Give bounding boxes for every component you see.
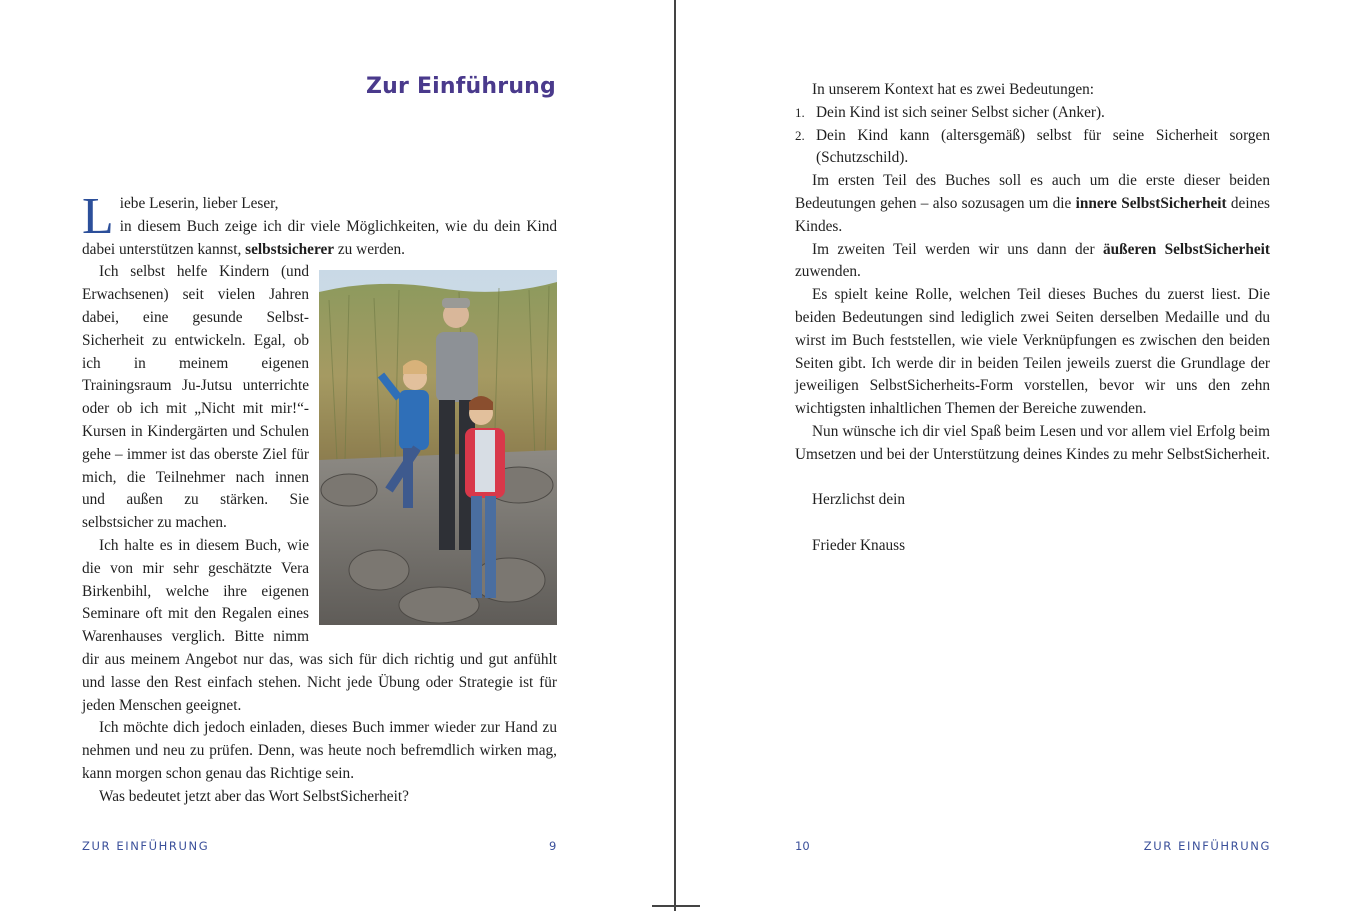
bold-term: selbstsicherer xyxy=(245,240,335,258)
page-gutter-divider xyxy=(674,0,676,911)
family-photo xyxy=(319,270,557,625)
body-paragraph: Ich halte es in diesem Buch, wie die von mir sehr geschätzte Vera Birkenbihl, welche ihre eigenen Seminare oft mit den Regalen eines Warenhauses verglich. Bitte nimm dir aus meinem Angebot nur das, was sich für dich richtig und gut anfühlt und lasse den Rest einfach stehen. Nicht jede Übung oder Strategie ist für jeden Menschen geeignet. xyxy=(82,536,557,714)
greeting: Herzlichst dein xyxy=(812,491,906,509)
page-number: 10 xyxy=(795,839,810,853)
running-footer-label: ZUR EINFÜHRUNG xyxy=(82,839,210,853)
left-page xyxy=(0,0,674,911)
body-paragraph: Ich selbst helfe Kindern (und Erwachsenen) seit vielen Jahren dabei, eine gesunde Selbst-Sicherheit zu entwickeln. Egal, ob ich in meinem eigenen Trainingsraum Ju-Jutsu unterrichte oder ob ich mit „Nicht mit mir!“-Kursen in Kindergärten und Schulen gehe – immer ist das oberste Ziel für mich, die Teilnehmer nach innen und außen zu stärken. Sie selbstsicher zu machen. xyxy=(82,263,309,532)
list-item: 2. Dein Kind kann (altersgemäß) selbst für seine Sicherheit sorgen (Schutzschild). xyxy=(795,126,1270,167)
bold-term: innere SelbstSicherheit xyxy=(1075,194,1227,212)
page-number: 9 xyxy=(549,839,557,853)
left-body-text xyxy=(82,188,557,809)
chapter-title: Zur Einführung xyxy=(366,74,556,99)
body-paragraph: Im ersten Teil des Buches soll es auch um die erste dieser beiden Bedeutungen gehen – also sozusagen um die innere SelbstSicherheit deines Kindes. xyxy=(795,172,1270,235)
body-paragraph: Im zweiten Teil werden wir uns dann der äußeren SelbstSicherheit zuwenden. xyxy=(795,240,1270,281)
salutation: iebe Leserin, lieber Leser, xyxy=(119,195,279,212)
meaning-list xyxy=(795,102,1270,170)
list-item: 1. Dein Kind ist sich seiner Selbst sicher (Anker). xyxy=(795,103,1105,121)
family-photo-image xyxy=(319,270,557,625)
running-footer-label: ZUR EINFÜHRUNG xyxy=(1143,839,1271,853)
body-paragraph: Ich möchte dich jedoch einladen, dieses Buch immer wieder zur Hand zu nehmen und neu zu prüfen. Denn, was heute noch befremdlich wirken mag, kann morgen schon genau das Richtige sein. xyxy=(82,719,557,782)
body-paragraph: Es spielt keine Rolle, welchen Teil dieses Buches du zuerst liest. Die beiden Bedeutungen sind lediglich zwei Seiten derselben Medaille und du wirst im Buch feststellen, wie viele Verknüpfungen es zwischen den beiden Seiten gibt. Ich werde dir in beiden Teilen jeweils zuerst die Grundlage der jeweiligen SelbstSicherheits-Form vorstellen, bevor wir uns den zehn wichtigsten inhaltlichen Themen der Bereiche zuwenden. xyxy=(795,286,1270,418)
signature: Frieder Knauss xyxy=(812,536,906,554)
bold-term: äußeren SelbstSicherheit xyxy=(1102,240,1270,258)
intro-line: In unserem Kontext hat es zwei Bedeutungen: xyxy=(812,81,1095,98)
body-paragraph: Nun wünsche ich dir viel Spaß beim Lesen und vor allem viel Erfolg beim Umsetzen und bei der Unterstützung deines Kindes zu mehr SelbstSicherheit. xyxy=(795,422,1270,463)
opening-paragraph: Liebe Leserin, lieber Leser, in diesem Buch zeige ich dir viele Möglichkeiten, wie du dein Kind dabei unterstützen kannst, selbstsicherer zu werden. xyxy=(82,188,557,258)
drop-cap: L xyxy=(82,188,114,245)
right-body-text xyxy=(795,79,1270,558)
body-paragraph: Was bedeutet jetzt aber das Wort SelbstSicherheit? xyxy=(99,787,409,805)
right-page xyxy=(677,0,1362,911)
